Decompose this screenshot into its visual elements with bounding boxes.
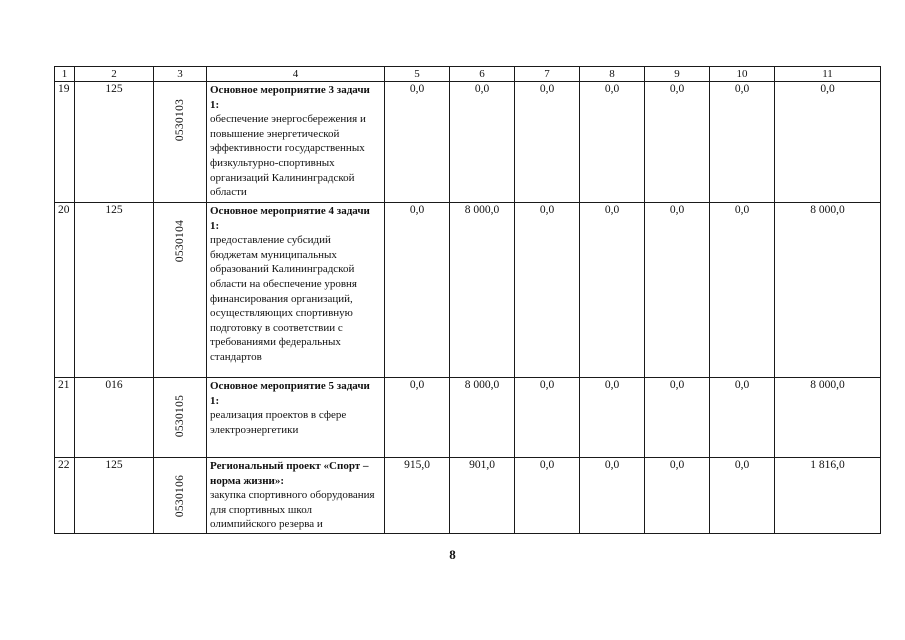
value-cell: 0,0 — [515, 82, 580, 203]
table-row — [55, 378, 881, 458]
value-cell: 0,0 — [580, 378, 645, 458]
total-cell: 8 000,0 — [775, 378, 881, 458]
target-code: 0530103 — [174, 98, 186, 142]
value-cell: 0,0 — [385, 82, 450, 203]
column-header: 5 — [385, 67, 450, 82]
target-code: 0530104 — [174, 219, 186, 263]
description-cell — [207, 82, 385, 203]
column-header: 7 — [515, 67, 580, 82]
description-cell — [207, 378, 385, 458]
department-code: 125 — [75, 203, 154, 378]
table-row — [55, 458, 881, 534]
column-header: 8 — [580, 67, 645, 82]
value-cell: 915,0 — [385, 458, 450, 534]
column-header: 10 — [710, 67, 775, 82]
department-code: 125 — [75, 458, 154, 534]
column-header: 2 — [75, 67, 154, 82]
value-cell: 0,0 — [580, 82, 645, 203]
value-cell: 0,0 — [450, 82, 515, 203]
value-cell: 0,0 — [710, 378, 775, 458]
value-cell: 0,0 — [710, 458, 775, 534]
target-code-cell — [154, 458, 207, 534]
value-cell: 0,0 — [580, 203, 645, 378]
value-cell: 0,0 — [645, 458, 710, 534]
value-cell: 0,0 — [580, 458, 645, 534]
budget-table — [54, 66, 881, 534]
value-cell: 0,0 — [710, 203, 775, 378]
department-code: 016 — [75, 378, 154, 458]
value-cell: 0,0 — [515, 378, 580, 458]
value-cell: 0,0 — [645, 203, 710, 378]
row-number: 19 — [55, 82, 75, 203]
column-header: 9 — [645, 67, 710, 82]
total-cell: 0,0 — [775, 82, 881, 203]
value-cell: 0,0 — [515, 458, 580, 534]
table-row — [55, 82, 881, 203]
department-code: 125 — [75, 82, 154, 203]
description-cell — [207, 458, 385, 534]
value-cell: 0,0 — [515, 203, 580, 378]
value-cell: 0,0 — [645, 82, 710, 203]
row-number: 21 — [55, 378, 75, 458]
column-header: 11 — [775, 67, 881, 82]
measure-title: Основное мероприятие 5 задачи 1: — [210, 380, 370, 407]
value-cell: 0,0 — [385, 203, 450, 378]
measure-title: Основное мероприятие 4 задачи 1: — [210, 205, 370, 232]
table-row — [55, 203, 881, 378]
header-row — [55, 67, 881, 82]
value-cell: 8 000,0 — [450, 378, 515, 458]
measure-text: закупка спортивного оборудования для спортивных школ олимпийского резерва и — [210, 489, 375, 531]
measure-text: обеспечение энергосбережения и повышение энергетической эффективности государственных физкультурно-спортивных организаций Калининградской области — [210, 113, 366, 199]
target-code: 0530106 — [174, 474, 186, 518]
column-header: 6 — [450, 67, 515, 82]
value-cell: 8 000,0 — [450, 203, 515, 378]
target-code: 0530105 — [174, 394, 186, 438]
value-cell: 0,0 — [710, 82, 775, 203]
value-cell: 0,0 — [645, 378, 710, 458]
value-cell: 901,0 — [450, 458, 515, 534]
measure-title: Региональный проект «Спорт – норма жизни»: — [210, 460, 369, 487]
value-cell: 0,0 — [385, 378, 450, 458]
target-code-cell — [154, 203, 207, 378]
column-header: 1 — [55, 67, 75, 82]
measure-title: Основное мероприятие 3 задачи 1: — [210, 84, 370, 111]
total-cell: 8 000,0 — [775, 203, 881, 378]
page-number: 8 — [449, 547, 456, 562]
target-code-cell — [154, 82, 207, 203]
column-header: 4 — [207, 67, 385, 82]
description-cell — [207, 203, 385, 378]
row-number: 22 — [55, 458, 75, 534]
column-header: 3 — [154, 67, 207, 82]
measure-text: предоставление субсидий бюджетам муниципальных образований Калининградской области на обеспечение уровня финансирования организаций, осуществляющих спортивную подготовку в соответствии с требованиями федеральных стандартов — [210, 234, 357, 363]
measure-text: реализация проектов в сфере электроэнергетики — [210, 409, 347, 436]
row-number: 20 — [55, 203, 75, 378]
total-cell: 1 816,0 — [775, 458, 881, 534]
target-code-cell — [154, 378, 207, 458]
